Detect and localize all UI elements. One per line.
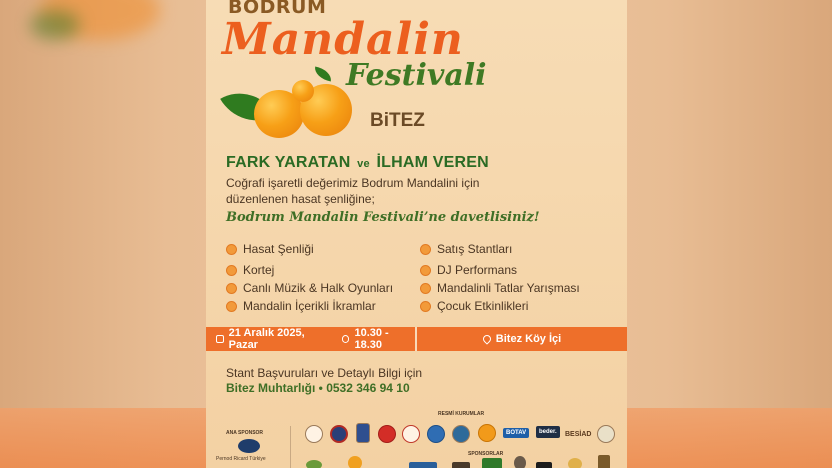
activity-item xyxy=(226,263,274,277)
sponsor-logo-icon xyxy=(409,462,437,468)
institution-logo-icon xyxy=(597,425,615,443)
activity-label: Kortej xyxy=(243,263,275,277)
activity-label: Satış Stantları xyxy=(437,242,513,256)
activity-label: Mandalin İçerikli İkramlar xyxy=(243,299,376,313)
invitation-line: Bodrum Mandalin Festivali’ne davetlisiniz! xyxy=(226,210,540,225)
event-time: 10.30 - 18.30 xyxy=(354,327,389,351)
intro-line-1: Coğrafi işaretli değerimiz Bodrum Mandalini için xyxy=(226,176,480,190)
activity-item xyxy=(226,281,393,295)
activity-label: Canlı Müzik & Halk Oyunları xyxy=(243,281,394,295)
sponsor-logo-icon xyxy=(482,458,502,468)
sponsor-logo-icon xyxy=(598,455,610,468)
orange-bullet-icon xyxy=(420,244,431,255)
activity-label: Mandalinli Tatlar Yarışması xyxy=(437,281,580,295)
orange-bullet-icon xyxy=(420,283,431,294)
stand-info: Stant Başvuruları ve Detaylı Bilgi için xyxy=(226,366,423,380)
headline-connector: ve xyxy=(357,158,370,170)
poster-subtitle: Festivali xyxy=(346,58,487,93)
headline-part1: FARK YARATAN xyxy=(226,154,351,171)
beder-logo: beder. xyxy=(536,426,560,438)
main-sponsor-label: ANA SPONSOR xyxy=(226,430,264,436)
orange-bullet-icon xyxy=(226,301,237,312)
date-time-segment xyxy=(206,327,417,351)
sponsor-logo-icon xyxy=(514,456,526,468)
institution-logo-icon xyxy=(402,425,420,443)
location-pin-icon xyxy=(481,333,492,344)
orange-bullet-icon xyxy=(420,301,431,312)
sponsor-logo-icon xyxy=(306,460,322,468)
location-title: BiTEZ xyxy=(370,110,425,131)
activity-item xyxy=(420,281,580,295)
leaf-icon xyxy=(313,67,333,82)
sponsor-logo-icon xyxy=(238,439,260,453)
festival-poster xyxy=(206,0,627,468)
sponsor-logo-icon xyxy=(568,458,582,468)
sponsor-logo-icon xyxy=(452,462,470,468)
headline-part2: İLHAM VEREN xyxy=(376,154,489,171)
main-sponsor-name: Pernod Ricard Türkiye xyxy=(216,456,266,462)
institution-logo-icon xyxy=(356,423,370,443)
headline xyxy=(226,154,489,172)
intro-line-2: düzenlenen hasat şenliğine; xyxy=(226,192,375,206)
institution-logo-icon xyxy=(305,425,323,443)
brand-label: BODRUM xyxy=(228,0,327,18)
sponsor-logo-icon xyxy=(536,462,552,468)
activity-label: Hasat Şenliği xyxy=(243,242,314,256)
calendar-icon xyxy=(216,335,224,343)
activity-label: DJ Performans xyxy=(437,263,518,277)
official-institutions-label: RESMİ KURUMLAR xyxy=(438,411,485,417)
poster-title: Mandalin xyxy=(222,14,464,65)
divider xyxy=(290,426,291,468)
institution-logo-icon xyxy=(427,425,445,443)
activity-item xyxy=(420,263,517,277)
event-date: 21 Aralık 2025, Pazar xyxy=(228,327,305,351)
clock-icon xyxy=(342,335,350,343)
venue-segment xyxy=(417,327,627,351)
institution-logo-icon xyxy=(452,425,470,443)
orange-bullet-icon xyxy=(226,244,237,255)
activity-item xyxy=(226,299,376,313)
institution-logo-icon xyxy=(330,425,348,443)
orange-bullet-icon xyxy=(226,283,237,294)
institution-logo-icon xyxy=(378,425,396,443)
activity-item xyxy=(226,242,314,256)
contact-info: Bitez Muhtarlığı • 0532 346 94 10 xyxy=(226,381,410,395)
activity-item xyxy=(420,242,512,256)
orange-bullet-icon xyxy=(420,265,431,276)
event-info-bar xyxy=(206,327,627,351)
activity-item xyxy=(420,299,528,313)
orange-bullet-icon xyxy=(226,265,237,276)
institution-logo-icon xyxy=(478,424,496,442)
activity-label: Çocuk Etkinlikleri xyxy=(437,299,529,313)
blurred-leaf-shape xyxy=(30,10,80,40)
botav-logo: BOTAV xyxy=(503,428,529,438)
mandarin-icon xyxy=(292,80,314,102)
sponsors-label: SPONSORLAR xyxy=(468,451,504,457)
event-venue: Bitez Köy İçi xyxy=(495,333,562,345)
besiad-logo: BESİAD xyxy=(565,431,592,438)
sponsor-logo-icon xyxy=(348,456,362,468)
